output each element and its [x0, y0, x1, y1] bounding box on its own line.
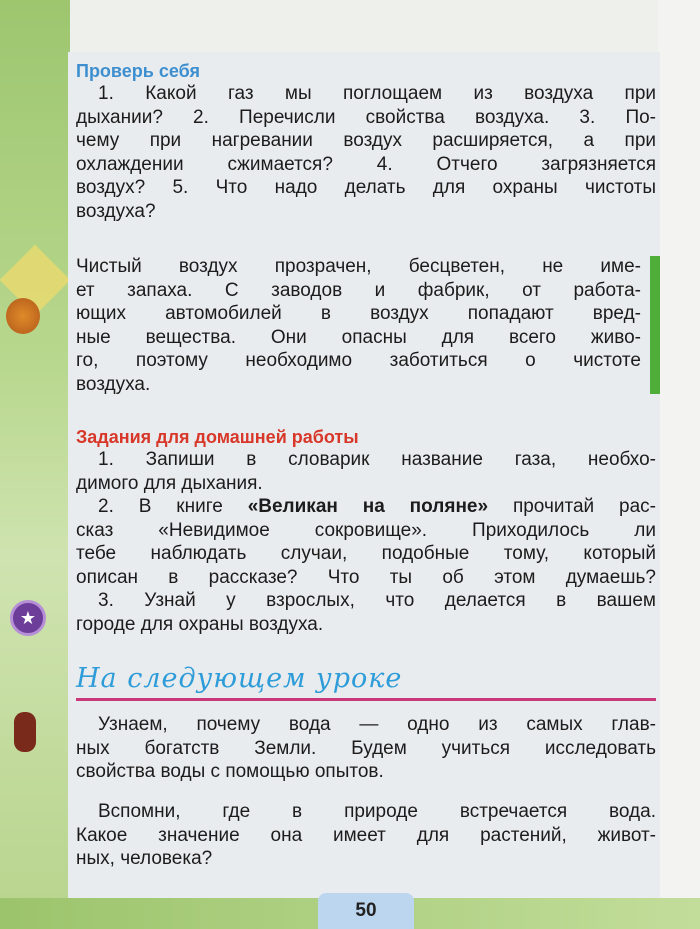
text-line: охлаждении сжимается? 4. Отчего загрязняется — [76, 153, 656, 175]
right-margin — [658, 0, 700, 929]
next-lesson-paragraph-2 — [76, 800, 656, 871]
ant-icon — [14, 712, 36, 752]
homework-section — [76, 426, 656, 636]
text-line: ющих автомобилей в воздух попадают вред- — [76, 303, 641, 324]
text-line: ет запаха. С заводов и фабрик, от работа- — [76, 279, 641, 301]
text-line: Узнаем, почему вода — одно из самых глав- — [98, 714, 656, 735]
text-line: 1. Какой газ мы поглощаем из воздуха при — [98, 83, 656, 104]
turtle-icon — [6, 298, 40, 334]
section-title-next-lesson: На следующем уроке — [76, 663, 403, 694]
section-divider — [76, 698, 656, 701]
summary-section — [76, 255, 641, 396]
text-line: воздуха. — [76, 373, 151, 395]
text-line — [76, 495, 656, 519]
star-badge-icon: ★ — [10, 600, 46, 636]
check-yourself-section — [76, 60, 656, 223]
text-line: воздух? 5. Что надо делать для охраны чистоты — [76, 177, 656, 198]
text-line: Чистый воздух прозрачен, бесцветен, не име- — [76, 256, 641, 277]
page-number: 50 — [318, 893, 414, 929]
text-line: 3. Узнай у взрослых, что делается в вашем — [98, 590, 656, 611]
text-line: городе для охраны воздуха. — [76, 613, 324, 635]
text-line: го, поэтому необходимо заботиться о чистоте — [76, 350, 641, 371]
text-line: описан в рассказе? Что ты об этом думаешь? — [76, 566, 656, 588]
book-title: «Великан на поляне» — [247, 496, 489, 517]
next-lesson-paragraph-1 — [76, 713, 656, 784]
text-line: ных, человека? — [76, 848, 213, 869]
text-line: свойства воды с помощью опытов. — [76, 761, 384, 782]
section-title-homework: Задания для домашней работы — [76, 427, 359, 447]
text-line: тебе наблюдать случаи, подобные тому, который — [76, 543, 656, 564]
text-line: Какое значение она имеет для растений, живот- — [76, 824, 656, 846]
text-fragment: 2. В книге — [98, 496, 248, 517]
text-line: воздуха? — [76, 200, 156, 222]
section-title-check-yourself: Проверь себя — [76, 61, 200, 81]
text-line: Вспомни, где в природе встречается вода. — [98, 801, 656, 822]
text-line: 1. Запиши в словарик название газа, необхо- — [98, 449, 656, 470]
left-margin-decoration — [0, 0, 70, 929]
text-line: ные вещества. Они опасны для всего живо- — [76, 326, 641, 348]
summary-marker-bar — [650, 256, 660, 394]
text-line: сказ «Невидимое сокровище». Приходилось ли — [76, 519, 656, 541]
text-line: димого для дыхания. — [76, 472, 263, 494]
text-line: ных богатств Земли. Будем учиться исследовать — [76, 737, 656, 759]
text-fragment: прочитай рас- — [488, 496, 656, 517]
text-line: чему при нагревании воздух расширяется, а при — [76, 130, 656, 151]
text-line: дыхании? 2. Перечисли свойства воздуха. 3. По- — [76, 106, 656, 128]
